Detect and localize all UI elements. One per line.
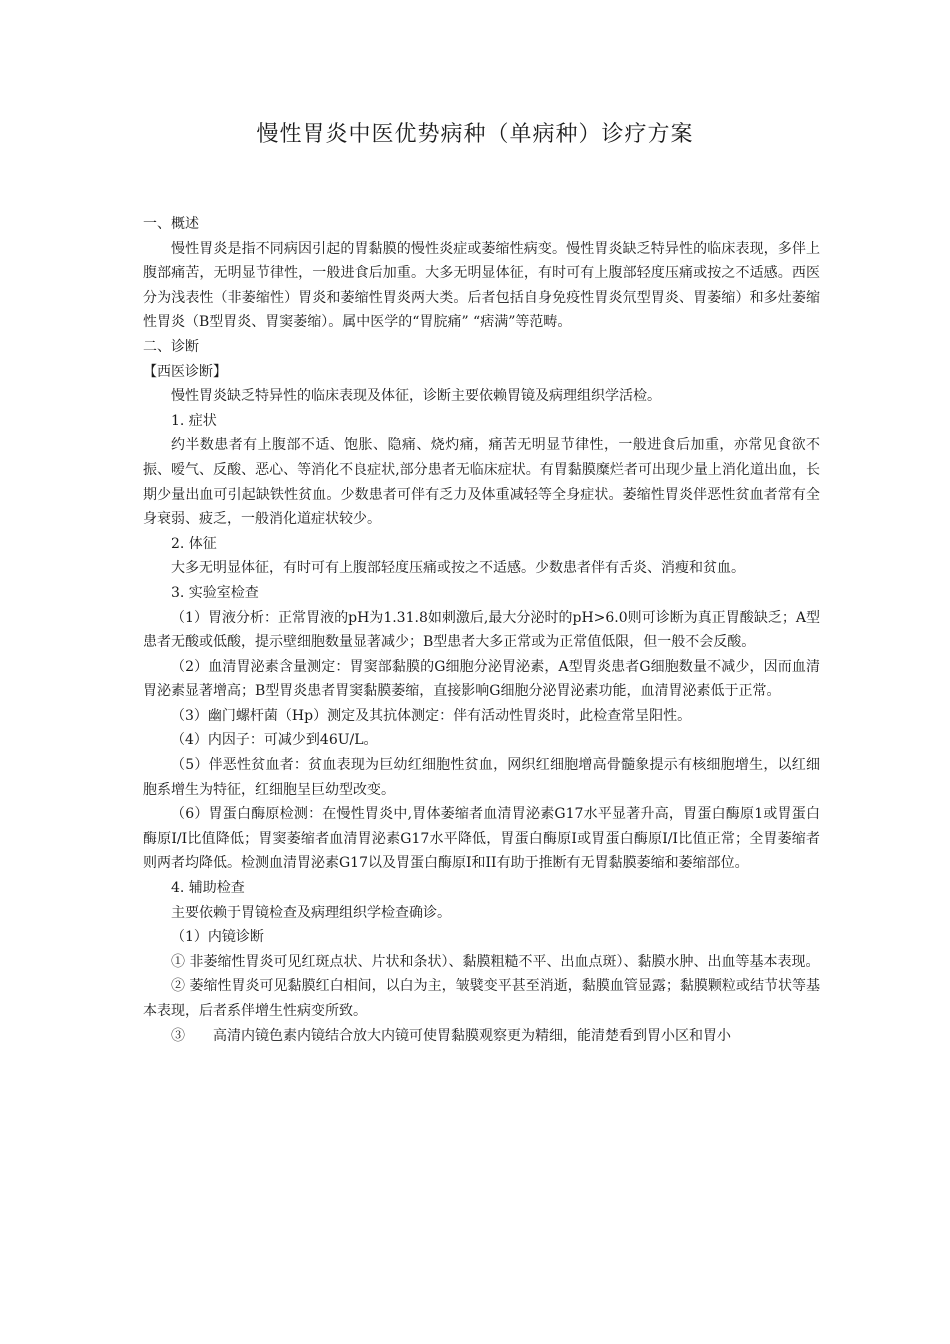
paragraph-symptoms: 约半数患者有上腹部不适、饱胀、隐痛、烧灼痛，痛苦无明显节律性，一般进食后加重，亦常见食欲不振、嗳气、反酸、恶心、等消化不良症状,部分患者无临床症状。有胃黏膜糜烂者可出现少量上消化道出血，长期少量出血可引起缺铁性贫血。少数患者可伴有乏力及体重减轻等全身症状。萎缩性胃炎伴恶性贫血者常有全身衰弱、疲乏，一般消化道症状较少。	[143, 437, 820, 528]
paragraph-lab-gastrin: （2）血清胃泌素含量测定：胃窦部黏膜的G细胞分泌胃泌素，A型胃炎患者G细胞数量不减少，因而血清胃泌素显著增高；B型胃炎患者胃窦黏膜萎缩，直接影响G细胞分泌胃泌素功能，血清胃泌素低于正常。	[143, 658, 820, 700]
document-title: 慢性胃炎中医优势病种（单病种）诊疗方案	[256, 122, 694, 147]
item-heading-lab-tests: 3. 实验室检查	[171, 584, 259, 601]
paragraph-endoscopy-3: ③ 高清内镜色素内镜结合放大内镜可使胃黏膜观察更为精细，能清楚看到胃小区和胃小	[171, 1027, 731, 1044]
paragraph-auxiliary-intro: 主要依赖于胃镜检查及病理组织学检查确诊。	[171, 904, 451, 921]
paragraph-diagnosis-intro: 慢性胃炎缺乏特异性的临床表现及体征，诊断主要依赖胃镜及病理组织学活检。	[171, 388, 661, 405]
paragraph-lab-gastric-juice: （1）胃液分析：正常胃液的pH为1.31.8如刺激后,最大分泌时的pH>6.0则可诊断为真正胃酸缺乏；A型患者无酸或低酸，提示壁细胞数量显著减少；B型患者大多正常或为正常值低限，但一般不会反酸。	[143, 609, 820, 651]
subsection-heading-western-diagnosis: 【西医诊断】	[143, 363, 227, 380]
section-heading-diagnosis: 二、诊断	[143, 338, 199, 355]
paragraph-lab-pepsinogen: （6）胃蛋白酶原检测：在慢性胃炎中,胃体萎缩者血清胃泌素G17水平显著升高，胃蛋白酶原1或胃蛋白酶原I/I比值降低；胃窦萎缩者血清胃泌素G17水平降低，胃蛋白酶原Ⅰ或胃蛋白酶原I/I比值正常；全胃萎缩者则两者均降低。检测血清胃泌素G17以及胃蛋白酶原Ⅰ和II有助于推断有无胃黏膜萎缩和萎缩部位。	[143, 806, 820, 872]
item-heading-symptoms: 1. 症状	[171, 412, 217, 429]
paragraph-overview: 慢性胃炎是指不同病因引起的胃黏膜的慢性炎症或萎缩性病变。慢性胃炎缺乏特异性的临床表现，多伴上腹部痛苦，无明显节律性，一般进食后加重。大多无明显体征，有时可有上腹部轻度压痛或按之不适感。西医分为浅表性（非萎缩性）胃炎和萎缩性胃炎两大类。后者包括自身免疫性胃炎氘型胃炎、胃萎缩）和多灶萎缩性胃炎（B型胃炎、胃窦萎缩）。属中医学的“胃脘痛” “痞满”等范畴。	[143, 240, 820, 331]
paragraph-lab-intrinsic-factor: （4）内因子：可减少到46U/L。	[171, 732, 378, 749]
section-heading-overview: 一、概述	[143, 216, 199, 232]
paragraph-lab-anemia: （5）伴恶性贫血者：贫血表现为巨幼红细胞性贫血，网织红细胞增高骨髓象提示有核细胞增生，以红细胞系增生为特征，红细胞呈巨幼型改变。	[143, 757, 820, 798]
document-body	[143, 212, 820, 1048]
item-heading-auxiliary-tests: 4. 辅助检查	[171, 880, 245, 897]
paragraph-lab-hp: （3）幽门螺杆菌（Hp）测定及其抗体测定：伴有活动性胃炎时，此检查常呈阳性。	[171, 707, 692, 724]
paragraph-endoscopy-1: ① 非萎缩性胃炎可见红斑点状、片状和条状）、黏膜粗糙不平、出血点斑）、黏膜水肿、出血等基本表现。	[171, 953, 820, 970]
paragraph-endoscopy-2: ② 萎缩性胃炎可见黏膜红白相间，以白为主，皱襞变平甚至消逝，黏膜血管显露；黏膜颗粒或结节状等基本表现，后者系伴增生性病变所致。	[143, 978, 820, 1019]
item-heading-signs: 2. 体征	[171, 535, 217, 552]
paragraph-signs: 大多无明显体征，有时可有上腹部轻度压痛或按之不适感。少数患者伴有舌炎、消瘦和贫血。	[171, 560, 745, 577]
item-heading-endoscopy: （1）内镜诊断	[171, 929, 264, 946]
